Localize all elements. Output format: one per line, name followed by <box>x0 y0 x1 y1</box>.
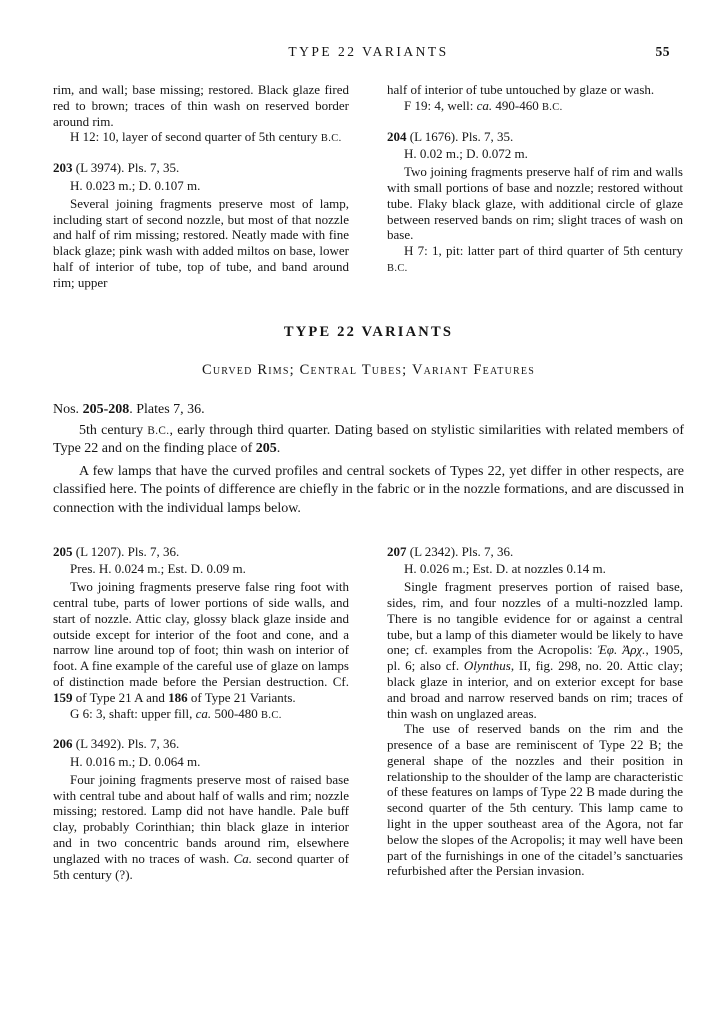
entry-207-description: Single fragment preserves portion of raised base, sides, rim, and four nozzles of a multi-nozzled lamp. There is no tangible evidence for or against a central tube, but a lamp of this diameter would be likely to have one; cf. examples from the Acropolis: Ἐφ. Ἀρχ., 1905, pl. 6; also cf. Olynthus, II, fig. 298, no. 20. Attic clay; black glaze in interior, and on exterior except for base and broad and narrow reserved bands on rim; traces of thin wash on unglazed areas. <box>387 579 684 721</box>
entry-206-heading: 206 (L 3492). Pls. 7, 36. <box>53 736 180 752</box>
continuation-paragraph: half of interior of tube untouched by glaze or wash. <box>387 82 655 97</box>
top-right-column <box>387 82 683 291</box>
page-number: 55 <box>655 44 670 59</box>
findspot-line: H 12: 10, layer of second quarter of 5th century B.C. <box>70 129 342 145</box>
continuation-paragraph: rim, and wall; base missing; restored. Black glaze fired red to brown; traces of thin wash on reserved border around rim. <box>53 82 349 129</box>
entry-206-dimensions: H. 0.016 m.; D. 0.064 m. <box>70 754 201 770</box>
entry-206-description: Four joining fragments preserve most of raised base with central tube and about half of walls and rim; nozzle missing; restored. Lamp did not have handle. Pale buff clay, probably Corinthian; thin black glaze in interior and in two concentric bands around rim, elsewhere unglazed with no traces of wash. Ca. second quarter of 5th century (?). <box>53 771 349 882</box>
entry-207-commentary: The use of reserved bands on the rim and the presence of a base are reminiscent of Type 22 B; the general shape of the nozzles and their position in relationship to the shoulder of the lamp are characteristic of these features on lamps of Type 22 B made during the second quarter of the 5th century. This lamp came to light in the upper southeast area of the Agora, not far below the slopes of the Acropolis; it may well have been part of the furnishings in one of the citadel’s sanctuaries refurbished after the Persian invasion. <box>387 721 683 879</box>
entry-204-heading: 204 (L 1676). Pls. 7, 35. <box>387 128 514 144</box>
findspot-line: G 6: 3, shaft: upper fill, ca. 500-480 B.C. <box>70 705 282 721</box>
entry-204-dimensions: H. 0.02 m.; D. 0.072 m. <box>404 146 528 162</box>
findspot-line: F 19: 4, well: ca. 490-460 B.C. <box>404 97 563 113</box>
top-left-column <box>53 82 349 291</box>
entry-203-dimensions: H. 0.023 m.; D. 0.107 m. <box>70 177 201 193</box>
section-intro-paragraph: 5th century B.C., early through third quarter. Dating based on stylistic similarities with related members of Type 22 and on the finding place of 205. <box>53 422 685 457</box>
section-intro-paragraph: A few lamps that have the curved profiles and central sockets of Types 22, yet differ in other respects, are classified here. The points of difference are chiefly in the fabric or in the nozzle formations, and are discussed in connection with the individual lamps below. <box>53 463 684 516</box>
findspot-line: H 7: 1, pit: latter part of third quarter of 5th century B.C. <box>387 243 683 274</box>
entry-205-description: Two joining fragments preserve false ring foot with central tube, parts of lower portions of side walls, and start of nozzle. Attic clay, glossy black glaze inside and outside except for interior of the foot and cone, and a narrow line around top of foot; thin wash on interior of foot. A fine example of the careful use of glaze on lamps of distinction made before the Persian destruction. Cf. 159 of Type 21 A and 186 of Type 21 Variants. <box>53 579 349 705</box>
running-head-title: TYPE 22 VARIANTS <box>288 44 449 59</box>
bottom-columns <box>53 544 684 883</box>
bottom-left-column <box>53 544 349 883</box>
entry-205-heading: 205 (L 1207). Pls. 7, 36. <box>53 543 180 559</box>
entry-203-description: Several joining fragments preserve most of lamp, including start of second nozzle, but most of that nozzle and half of rim missing; restored. Neatly made with fine black glaze; pink wash with added miltos on base, lower half of interior of tube, top of tube, and band around rim; upper <box>53 195 349 290</box>
top-columns <box>53 82 684 291</box>
entry-204-description: Two joining fragments preserve half of rim and walls with small portions of base and nozzle; restored without tube. Flaky black glaze, with additional circle of glaze between reserved bands on rim; slight traces of wash on base. <box>387 164 683 243</box>
entry-205-dimensions: Pres. H. 0.024 m.; Est. D. 0.09 m. <box>70 561 246 577</box>
entry-207-dimensions: H. 0.026 m.; Est. D. at nozzles 0.14 m. <box>404 561 606 577</box>
entry-203-heading: 203 (L 3974). Pls. 7, 35. <box>53 160 180 176</box>
section-subtitle: Curved Rims; Central Tubes; Variant Features <box>202 361 535 378</box>
section-title: TYPE 22 VARIANTS <box>283 323 454 340</box>
running-head <box>53 44 684 59</box>
section-numbers-line: Nos. 205-208. Plates 7, 36. <box>53 401 205 417</box>
entry-207-heading: 207 (L 2342). Pls. 7, 36. <box>387 543 514 559</box>
bottom-right-column <box>387 544 683 883</box>
